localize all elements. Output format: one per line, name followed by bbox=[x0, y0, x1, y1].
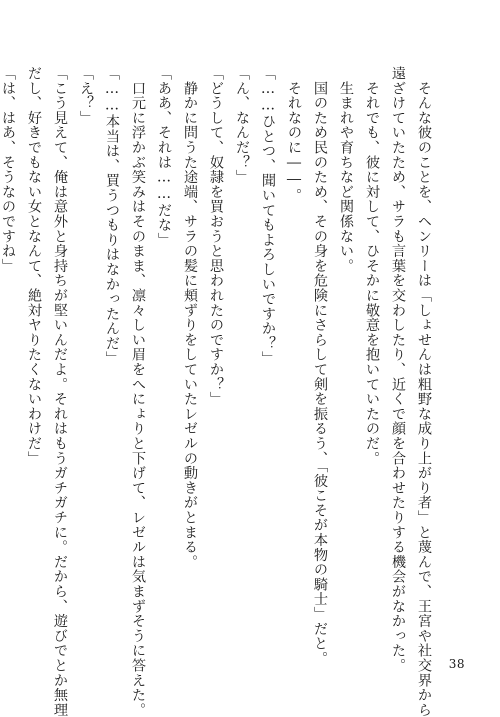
text-line: それなのに――。 bbox=[286, 66, 302, 203]
text-line: 「どうして、奴隷を買おうと思われたのですか？」 bbox=[208, 66, 224, 407]
text-line: 「ん、なんだ？」 bbox=[234, 66, 250, 185]
text-line: だし、好きでもない女となんて、絶対ヤりたくないわけだ」 bbox=[26, 66, 42, 466]
text-line: 「……ひとつ、聞いてもよろしいですか？」 bbox=[260, 66, 276, 366]
vertical-text-block bbox=[0, 66, 437, 717]
text-line: そんな彼のことを、ヘンリーは「しょせんは粗野な成り上がり者」と蔑んで、王宮や社交界から bbox=[416, 66, 432, 717]
text-line: 遠ざけていたため、サラも言葉を交わしたり、近くで顔を合わせたりする機会がなかった。 bbox=[390, 66, 406, 673]
text-line: 生まれや育ちなど関係ない。 bbox=[338, 66, 354, 274]
page-number: 38 bbox=[448, 657, 465, 671]
text-line: それでも、彼に対して、ひそかに敬意を抱いていたのだ。 bbox=[364, 66, 380, 466]
text-line: 口元に浮かぶ笑みはそのまま、凛々しい眉をへにょりと下げて、レゼルは気まずそうに答えた。 bbox=[130, 66, 146, 717]
text-line: 国のため民のため、その身を危険にさらして剣を振るう、「彼こそが本物の騎士」だと。 bbox=[312, 66, 328, 666]
text-line: 「は、はあ、そうなのですね」 bbox=[0, 66, 16, 274]
text-line: 「……本当は、買うつもりはなかったんだ」 bbox=[104, 66, 120, 366]
text-line: 「こう見えて、俺は意外と身持ちが堅いんだよ。それはもうガチガチに。だから、遊びでとか無理 bbox=[52, 66, 68, 717]
text-line: 「え？」 bbox=[78, 66, 94, 126]
text-line: 静かに問うた途端、サラの髪に頬ずりをしていたレゼルの動きがとまる。 bbox=[182, 66, 198, 570]
text-line: 「ああ、それは……だな」 bbox=[156, 66, 172, 248]
